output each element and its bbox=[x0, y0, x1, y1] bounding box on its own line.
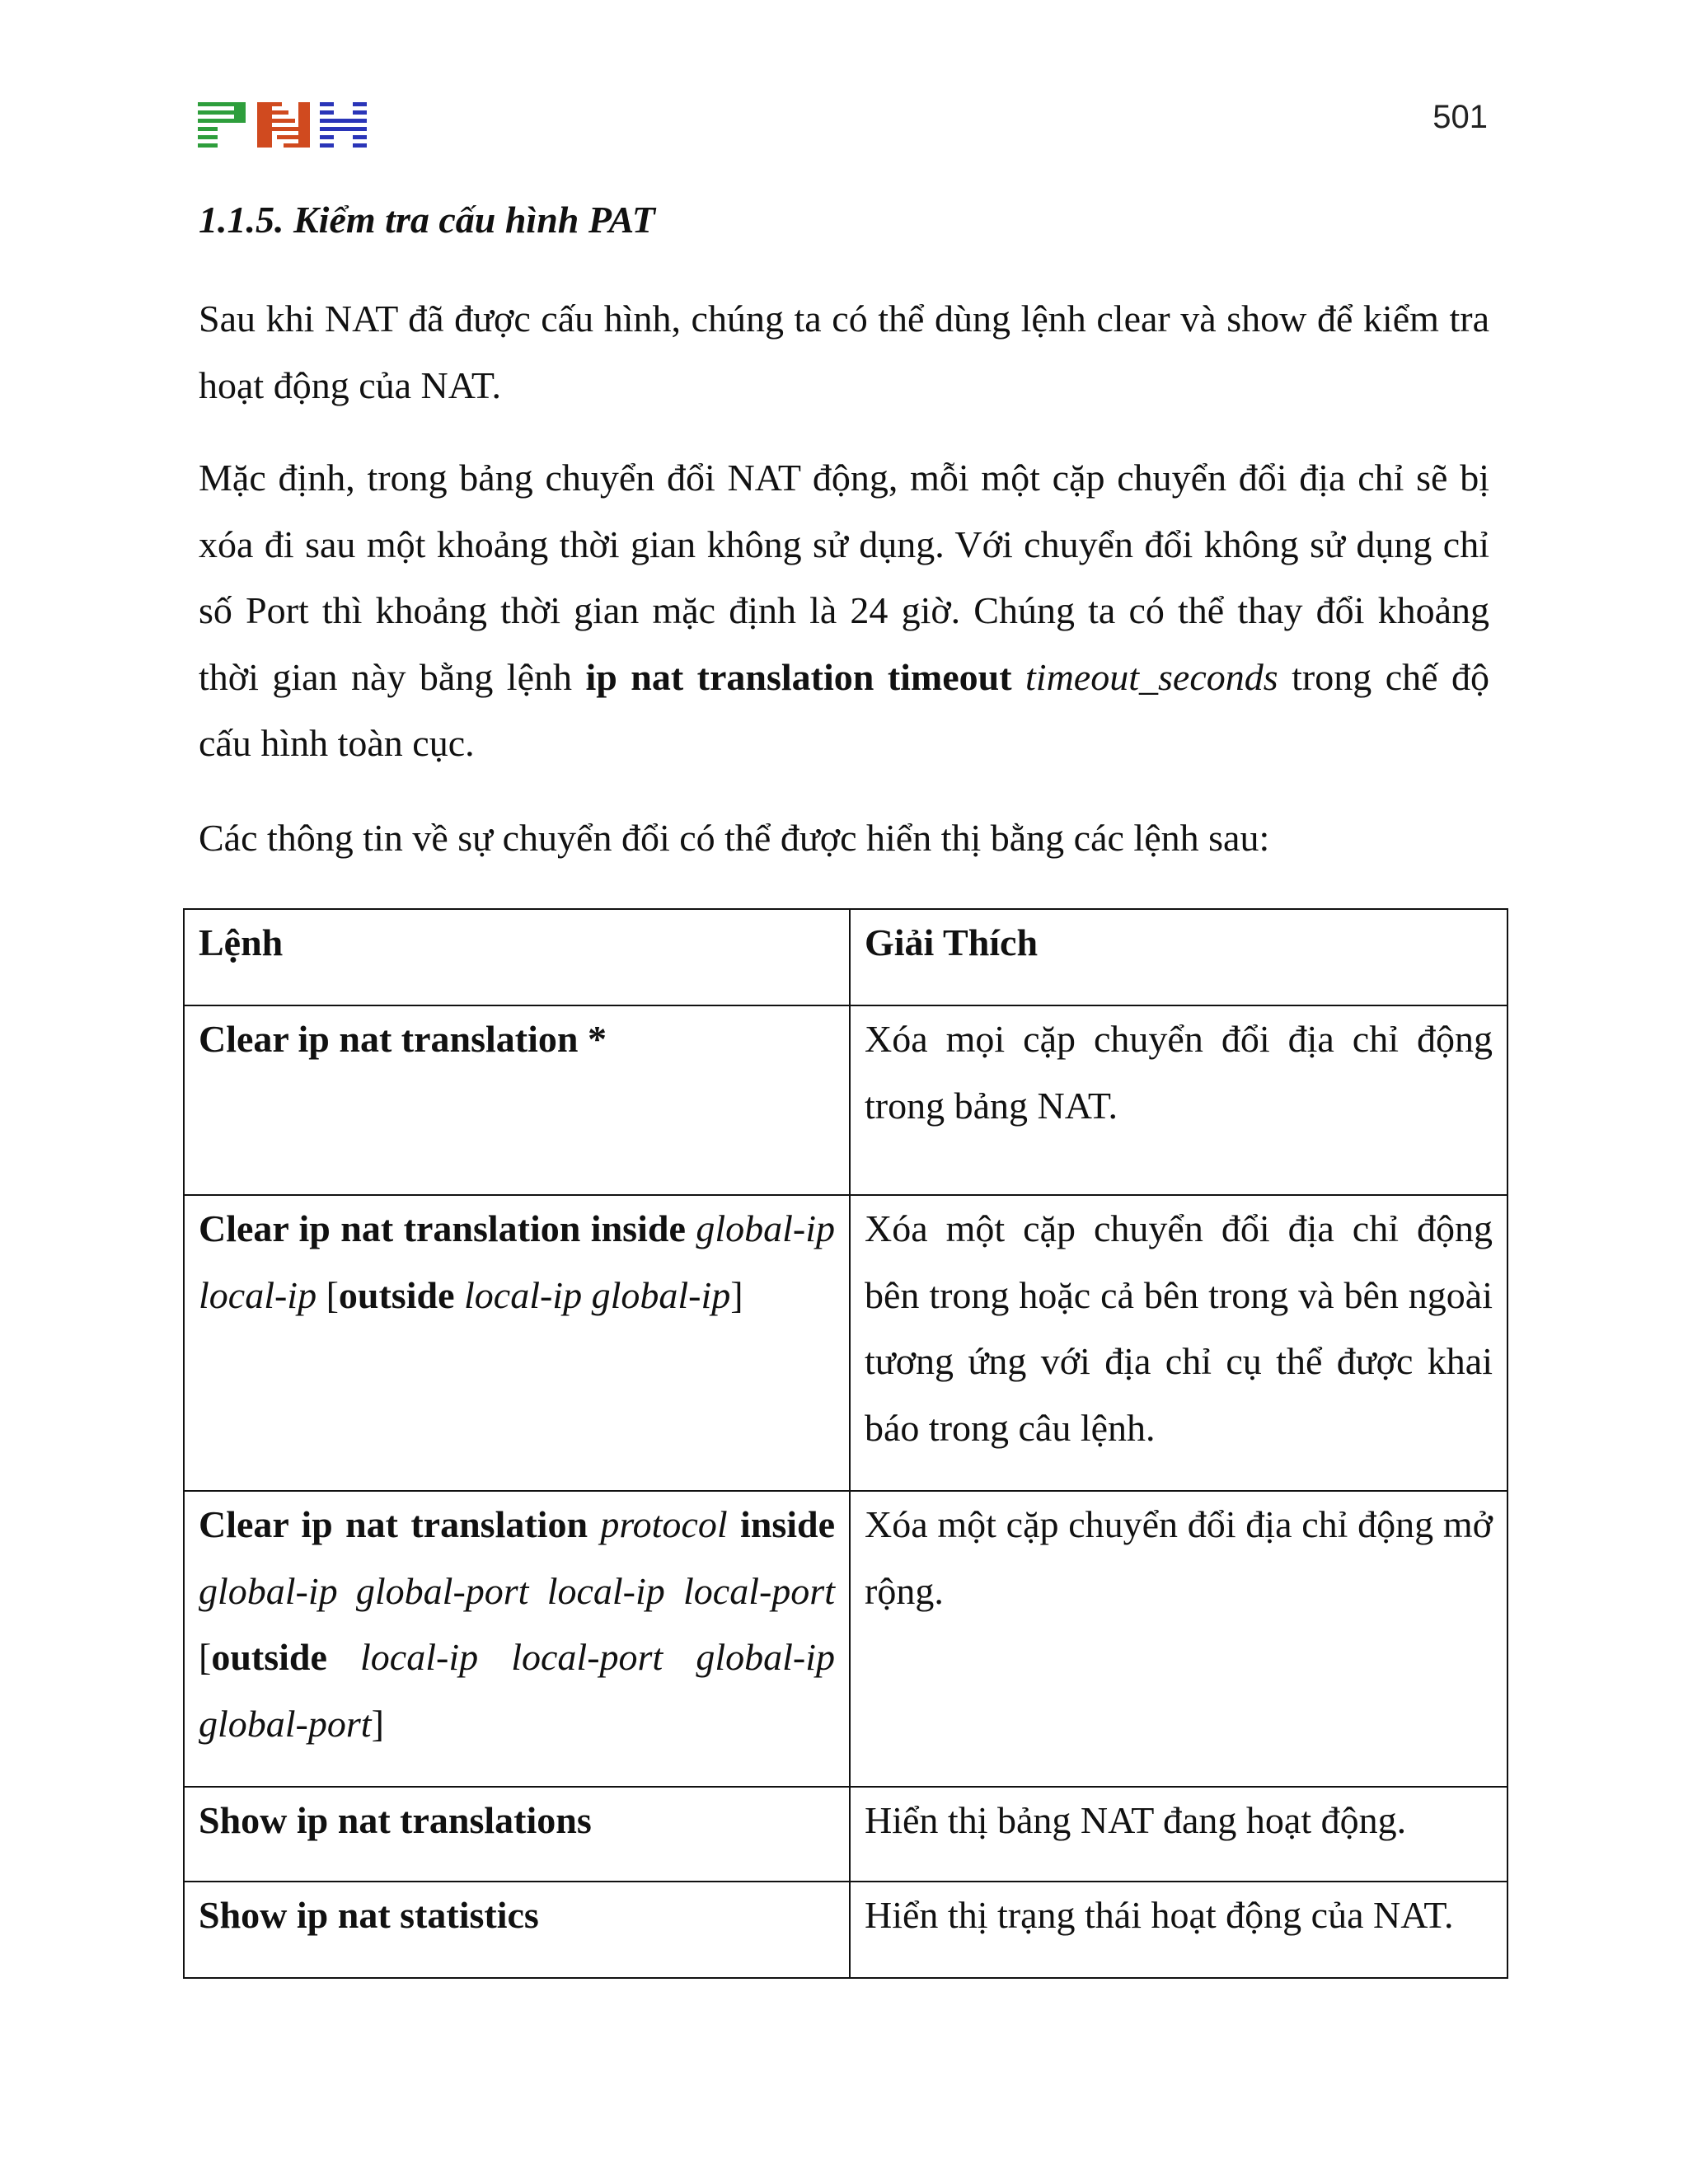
command-part: Clear ip nat translation bbox=[199, 1503, 601, 1545]
logo-letter-n bbox=[257, 102, 310, 148]
command-cell bbox=[184, 1491, 850, 1787]
paragraph-intro: Sau khi NAT đã được cấu hình, chúng ta có thể dùng lệnh clear và show để kiểm tra hoạt động của NAT. bbox=[199, 298, 1489, 406]
command-cell bbox=[184, 1005, 850, 1195]
description-cell: Hiển thị bảng NAT đang hoạt động. bbox=[850, 1787, 1507, 1882]
timeout-command: ip nat translation timeout bbox=[585, 655, 1012, 698]
command-part: Show ip nat translations bbox=[199, 1799, 592, 1841]
paragraph-timeout-end: trong chế độ cấu hình toàn cục. bbox=[199, 655, 1489, 764]
command-part: global-ip local-ip bbox=[199, 1207, 835, 1316]
table-row bbox=[184, 1005, 1507, 1195]
pnh-logo bbox=[198, 102, 367, 148]
command-part: local-ip local-port global-ip global-port bbox=[199, 1636, 835, 1745]
command-cell bbox=[184, 1787, 850, 1882]
table-header-row bbox=[184, 909, 1507, 1005]
command-part: global-ip global-port local-ip local-port bbox=[199, 1569, 835, 1612]
timeout-argument: timeout_seconds bbox=[1025, 655, 1278, 698]
page-number: 501 bbox=[1432, 99, 1488, 135]
description-cell: Hiển thị trạng thái hoạt động của NAT. bbox=[850, 1882, 1507, 1978]
description-cell: Xóa một cặp chuyển đổi địa chỉ động mở rộng. bbox=[850, 1491, 1507, 1787]
command-part: ] bbox=[730, 1273, 743, 1316]
paragraph-commands-intro: Các thông tin về sự chuyển đổi có thể được hiển thị bằng các lệnh sau: bbox=[199, 817, 1270, 859]
command-part: protocol bbox=[600, 1503, 740, 1545]
header-command: Lệnh bbox=[184, 909, 850, 1005]
command-part: outside bbox=[211, 1636, 361, 1678]
command-part: Clear ip nat translation * bbox=[199, 1018, 607, 1060]
logo-letter-p bbox=[198, 102, 246, 148]
command-part: outside bbox=[338, 1273, 464, 1316]
paragraph-timeout bbox=[199, 445, 1489, 777]
command-part: ] bbox=[371, 1702, 384, 1745]
table-row bbox=[184, 1787, 1507, 1882]
logo-letter-h bbox=[320, 102, 367, 148]
table-row bbox=[184, 1195, 1507, 1491]
command-part: Show ip nat statistics bbox=[199, 1894, 539, 1936]
description-cell: Xóa mọi cặp chuyển đổi địa chỉ động trong bảng NAT. bbox=[850, 1005, 1507, 1195]
description-cell: Xóa một cặp chuyển đổi địa chỉ động bên trong hoặc cả bên trong và bên ngoài tương ứng với địa chỉ cụ thể được khai báo trong câu lệnh. bbox=[850, 1195, 1507, 1491]
command-part: [ bbox=[199, 1636, 212, 1678]
header-explanation: Giải Thích bbox=[850, 909, 1507, 1005]
command-cell bbox=[184, 1195, 850, 1491]
command-part: inside bbox=[739, 1503, 836, 1545]
table-row bbox=[184, 1491, 1507, 1787]
nat-commands-table bbox=[183, 908, 1508, 1979]
command-part: [ bbox=[326, 1273, 339, 1316]
table-row bbox=[184, 1882, 1507, 1978]
command-cell bbox=[184, 1882, 850, 1978]
paragraph-timeout-text: Mặc định, trong bảng chuyển đổi NAT động, mỗi một cặp chuyển đổi địa chỉ sẽ bị xóa đi sau một khoảng thời gian không sử dụng. Với chuyển đổi không sử dụng chỉ số Port thì khoảng thời gian mặc định là 24 giờ. Chúng ta có thể thay đổi khoảng thời gian này bằng lệnh bbox=[199, 457, 1489, 698]
section-title: 1.1.5. Kiểm tra cấu hình PAT bbox=[199, 199, 655, 241]
command-part: Clear ip nat translation inside bbox=[199, 1207, 696, 1249]
command-part: local-ip global-ip bbox=[464, 1273, 731, 1316]
